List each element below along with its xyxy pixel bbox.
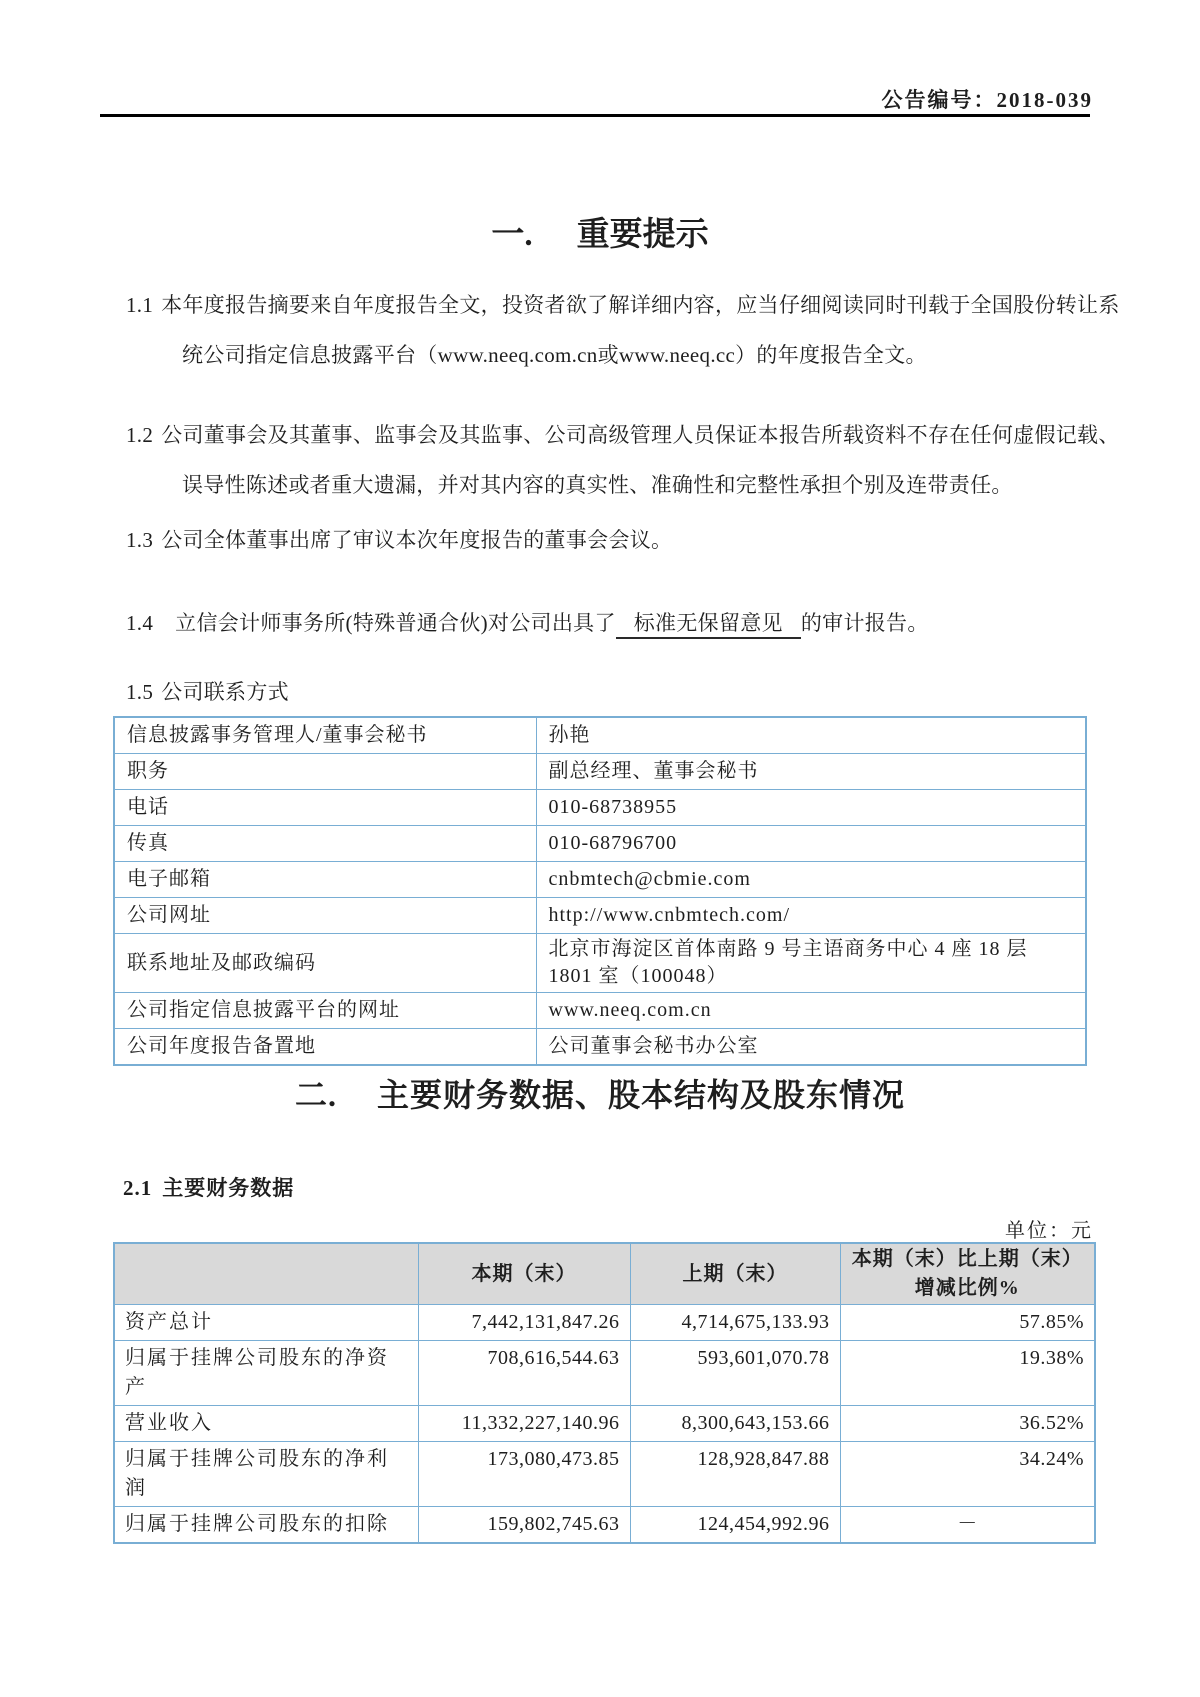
cell-metric: 归属于挂牌公司股东的净资产 xyxy=(114,1341,418,1406)
cell-label: 公司网址 xyxy=(114,898,536,934)
cell-value: 北京市海淀区首体南路 9 号主语商务中心 4 座 18 层 1801 室（100048） xyxy=(536,934,1086,993)
para-1-3 xyxy=(126,524,1140,556)
cell-value: 010-68796700 xyxy=(536,826,1086,862)
para-1-5 xyxy=(126,676,1140,708)
cell-change: 19.38% xyxy=(840,1341,1095,1406)
cell-label: 电话 xyxy=(114,790,536,826)
table-row xyxy=(114,1406,1095,1442)
header-prior-period: 上期（末） xyxy=(630,1243,840,1305)
cell-current: 7,442,131,847.26 xyxy=(418,1305,630,1341)
cell-label: 电子邮箱 xyxy=(114,862,536,898)
para-1-2 xyxy=(126,410,1140,510)
cell-change: 36.52% xyxy=(840,1406,1095,1442)
cell-metric: 资产总计 xyxy=(114,1305,418,1341)
table-row xyxy=(114,1305,1095,1341)
table-row xyxy=(114,754,1086,790)
header-rule xyxy=(100,114,1090,117)
cell-metric: 归属于挂牌公司股东的扣除 xyxy=(114,1507,418,1544)
para-text: 本年度报告摘要来自年度报告全文，投资者欲了解详细内容，应当仔细阅读同时刊载于全国股份转让系统公司指定信息披露平台（www.neeq.com.cn或www.neeq.cc）的年度报告全文。 xyxy=(161,293,1120,367)
table-row xyxy=(114,1442,1095,1507)
cell-prior: 4,714,675,133.93 xyxy=(630,1305,840,1341)
section2-title xyxy=(0,1070,1200,1116)
table-row xyxy=(114,934,1086,993)
cell-current: 708,616,544.63 xyxy=(418,1341,630,1406)
cell-current: 173,080,473.85 xyxy=(418,1442,630,1507)
para-1-1 xyxy=(126,280,1140,380)
cell-change: 34.24% xyxy=(840,1442,1095,1507)
para-number: 1.4 xyxy=(126,611,154,635)
cell-current: 11,332,227,140.96 xyxy=(418,1406,630,1442)
table-row xyxy=(114,898,1086,934)
financial-data-table xyxy=(113,1242,1096,1544)
cell-value: 公司董事会秘书办公室 xyxy=(536,1029,1086,1066)
cell-label: 传真 xyxy=(114,826,536,862)
audit-opinion-underlined: 标准无保留意见 xyxy=(616,611,801,639)
cell-value: 副总经理、董事会秘书 xyxy=(536,754,1086,790)
cell-value: cnbmtech@cbmie.com xyxy=(536,862,1086,898)
cell-change: 57.85% xyxy=(840,1305,1095,1341)
cell-metric: 营业收入 xyxy=(114,1406,418,1442)
table-row xyxy=(114,1507,1095,1544)
section1-title xyxy=(0,208,1200,255)
cell-value: http://www.cnbmtech.com/ xyxy=(536,898,1086,934)
table-row xyxy=(114,717,1086,754)
subsection-2-1-title xyxy=(123,1172,294,1202)
para-number: 1.1 xyxy=(126,293,154,317)
cell-change: － xyxy=(840,1507,1095,1544)
para-text-prefix: 立信会计师事务所(特殊普通合伙)对公司出具了 xyxy=(175,611,616,635)
cell-value: www.neeq.com.cn xyxy=(536,993,1086,1029)
table-row xyxy=(114,1029,1086,1066)
section2-heading: 主要财务数据、股本结构及股东情况 xyxy=(377,1077,906,1113)
cell-label: 联系地址及邮政编码 xyxy=(114,934,536,993)
header-metric xyxy=(114,1243,418,1305)
table-row xyxy=(114,1341,1095,1406)
cell-prior: 128,928,847.88 xyxy=(630,1442,840,1507)
para-number: 1.5 xyxy=(126,680,154,704)
para-number: 1.2 xyxy=(126,423,154,447)
subsection-text: 主要财务数据 xyxy=(162,1176,295,1200)
cell-prior: 593,601,070.78 xyxy=(630,1341,840,1406)
cell-label: 信息披露事务管理人/董事会秘书 xyxy=(114,717,536,754)
para-text: 公司全体董事出席了审议本次年度报告的董事会会议。 xyxy=(161,528,673,552)
table-row xyxy=(114,790,1086,826)
subsection-number: 2.1 xyxy=(123,1176,153,1200)
para-text: 公司联系方式 xyxy=(161,680,289,704)
header-change-ratio: 本期（末）比上期（末）增减比例% xyxy=(840,1243,1095,1305)
cell-label: 公司年度报告备置地 xyxy=(114,1029,536,1066)
table-row xyxy=(114,826,1086,862)
cell-label: 职务 xyxy=(114,754,536,790)
para-text: 公司董事会及其董事、监事会及其监事、公司高级管理人员保证本报告所载资料不存在任何虚假记载、误导性陈述或者重大遗漏，并对其内容的真实性、准确性和完整性承担个别及连带责任。 xyxy=(161,423,1120,497)
section1-number: 一. xyxy=(491,217,533,253)
contact-table xyxy=(113,716,1087,1066)
para-1-4 xyxy=(126,606,1140,640)
cell-label: 公司指定信息披露平台的网址 xyxy=(114,993,536,1029)
table-row xyxy=(114,993,1086,1029)
cell-prior: 8,300,643,153.66 xyxy=(630,1406,840,1442)
unit-label: 单位：元 xyxy=(1005,1220,1093,1242)
para-text-suffix: 的审计报告。 xyxy=(800,611,929,635)
cell-value: 010-68738955 xyxy=(536,790,1086,826)
para-number: 1.3 xyxy=(126,528,154,552)
section2-number: 二. xyxy=(294,1077,337,1113)
cell-metric: 归属于挂牌公司股东的净利润 xyxy=(114,1442,418,1507)
table-header-row xyxy=(114,1243,1095,1305)
cell-prior: 124,454,992.96 xyxy=(630,1507,840,1544)
table-row xyxy=(114,862,1086,898)
announcement-number: 公告编号：2018-039 xyxy=(881,88,1093,112)
header-current-period: 本期（末） xyxy=(418,1243,630,1305)
cell-current: 159,802,745.63 xyxy=(418,1507,630,1544)
section1-heading: 重要提示 xyxy=(576,217,709,253)
cell-value: 孙艳 xyxy=(536,717,1086,754)
